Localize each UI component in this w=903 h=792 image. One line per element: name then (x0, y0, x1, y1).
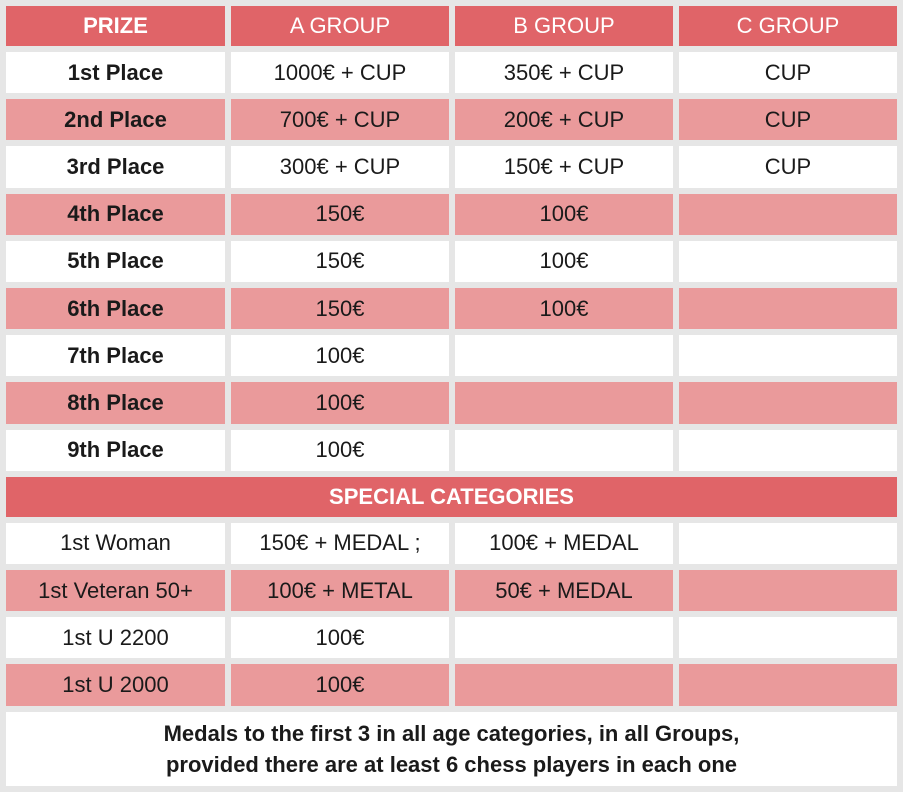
table-row (6, 382, 897, 423)
table-row (6, 617, 897, 658)
a-group-prize: 100€ (231, 617, 449, 658)
c-group-prize (679, 664, 897, 705)
c-group-prize: CUP (679, 146, 897, 187)
c-group-prize (679, 570, 897, 611)
table-row (6, 288, 897, 329)
header-prize: PRIZE (6, 6, 225, 46)
a-group-prize: 150€ (231, 288, 449, 329)
place-label: 2nd Place (6, 99, 225, 140)
b-group-prize (455, 430, 673, 471)
b-group-prize (455, 382, 673, 423)
category-label: 1st Veteran 50+ (6, 570, 225, 611)
table-row (6, 570, 897, 611)
c-group-prize (679, 382, 897, 423)
c-group-prize (679, 194, 897, 235)
a-group-prize: 1000€ + CUP (231, 52, 449, 93)
category-label: 1st Woman (6, 523, 225, 564)
c-group-prize: CUP (679, 99, 897, 140)
b-group-prize: 100€ + MEDAL (455, 523, 673, 564)
c-group-prize: CUP (679, 52, 897, 93)
place-label: 5th Place (6, 241, 225, 282)
table-row (6, 335, 897, 376)
c-group-prize (679, 430, 897, 471)
c-group-prize (679, 241, 897, 282)
a-group-prize: 150€ + MEDAL ; (231, 523, 449, 564)
b-group-prize (455, 664, 673, 705)
header-b-group: B GROUP (455, 6, 673, 46)
place-label: 7th Place (6, 335, 225, 376)
special-categories-title: SPECIAL CATEGORIES (6, 477, 897, 517)
a-group-prize: 100€ (231, 664, 449, 705)
c-group-prize (679, 523, 897, 564)
b-group-prize (455, 335, 673, 376)
footer-line-2: provided there are at least 6 chess players in each one (165, 751, 738, 777)
footer-row (6, 712, 897, 786)
place-label: 8th Place (6, 382, 225, 423)
b-group-prize: 200€ + CUP (455, 99, 673, 140)
table-row (6, 664, 897, 705)
a-group-prize: 700€ + CUP (231, 99, 449, 140)
c-group-prize (679, 288, 897, 329)
b-group-prize: 150€ + CUP (455, 146, 673, 187)
header-a-group: A GROUP (231, 6, 449, 46)
place-label: 3rd Place (6, 146, 225, 187)
header-row (6, 6, 897, 46)
a-group-prize: 100€ (231, 382, 449, 423)
a-group-prize: 100€ (231, 335, 449, 376)
place-label: 1st Place (6, 52, 225, 93)
table-row (6, 241, 897, 282)
category-label: 1st U 2200 (6, 617, 225, 658)
place-label: 4th Place (6, 194, 225, 235)
table-row (6, 430, 897, 471)
header-c-group: C GROUP (679, 6, 897, 46)
footer-note (6, 712, 897, 786)
c-group-prize (679, 617, 897, 658)
place-label: 9th Place (6, 430, 225, 471)
a-group-prize: 150€ (231, 241, 449, 282)
b-group-prize: 350€ + CUP (455, 52, 673, 93)
table-row (6, 52, 897, 93)
b-group-prize: 100€ (455, 241, 673, 282)
a-group-prize: 300€ + CUP (231, 146, 449, 187)
a-group-prize: 100€ (231, 430, 449, 471)
b-group-prize: 100€ (455, 288, 673, 329)
table-row (6, 146, 897, 187)
footer-line-1: Medals to the first 3 in all age categories, in all Groups, (163, 720, 740, 746)
a-group-prize: 150€ (231, 194, 449, 235)
special-categories-header-row (6, 477, 897, 517)
place-label: 6th Place (6, 288, 225, 329)
b-group-prize (455, 617, 673, 658)
table-row (6, 99, 897, 140)
a-group-prize: 100€ + METAL (231, 570, 449, 611)
category-label: 1st U 2000 (6, 664, 225, 705)
b-group-prize: 50€ + MEDAL (455, 570, 673, 611)
table-row (6, 523, 897, 564)
table-row (6, 194, 897, 235)
c-group-prize (679, 335, 897, 376)
b-group-prize: 100€ (455, 194, 673, 235)
